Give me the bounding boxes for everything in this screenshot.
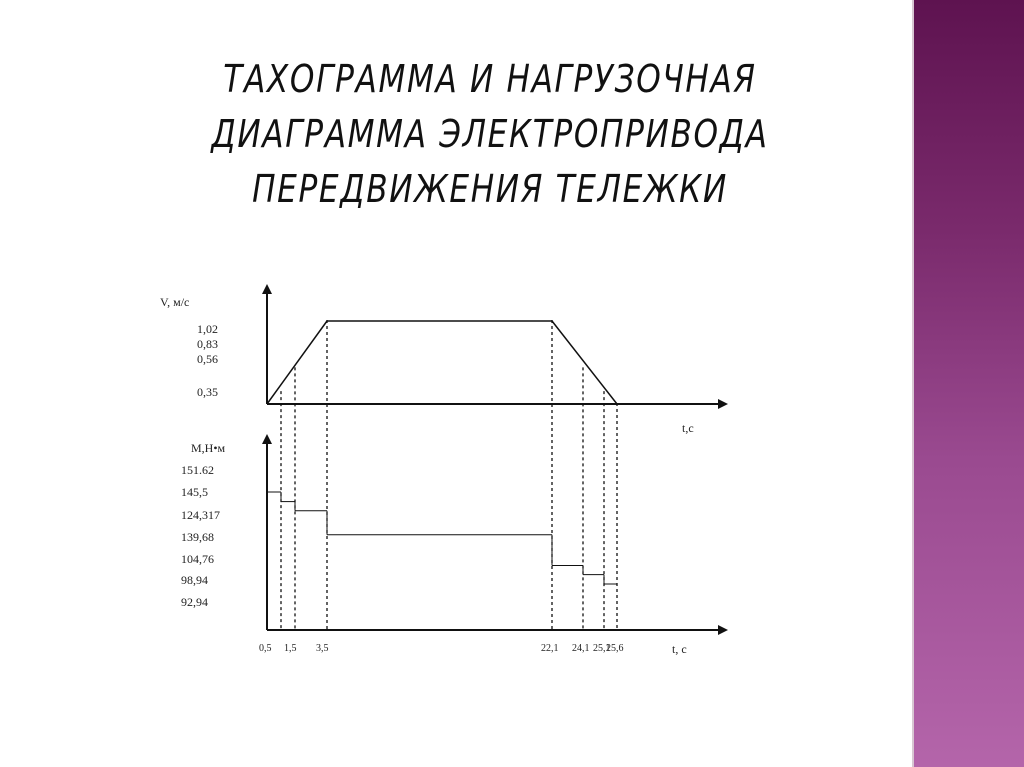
title-line: ДИАГРАММА ЭЛЕКТРОПРИВОДА: [211, 112, 769, 156]
torque-tick-label: 151.62: [181, 463, 214, 477]
torque-y-arrow: [262, 434, 272, 444]
time-tick-label: 3,5: [316, 643, 329, 654]
torque-tick-label: 92,94: [181, 595, 208, 609]
torque-x-arrow: [718, 625, 728, 635]
torque-tick-label: 145,5: [181, 485, 208, 499]
velocity-tick-label: 0,83: [197, 337, 218, 351]
time-tick-label: 25,1: [593, 643, 611, 654]
time-tick-label: 0,5: [259, 643, 272, 654]
velocity-segment: [552, 321, 617, 404]
torque-steps-group: [267, 492, 617, 584]
velocity-segment: [267, 321, 327, 404]
velocity-tick-label: 1,02: [197, 322, 218, 336]
time-tick-label: 1,5: [284, 643, 297, 654]
title-line: ПЕРЕДВИЖЕНИЯ ТЕЛЕЖКИ: [252, 167, 728, 211]
velocity-series-group: [267, 321, 617, 404]
time-markers-group: [281, 320, 617, 630]
time-tick-label: 25,6: [606, 643, 624, 654]
time-tick-label: 22,1: [541, 643, 559, 654]
torque-x-label: t, c: [672, 642, 687, 656]
velocity-y-arrow: [262, 284, 272, 294]
torque-tick-label: 104,76: [181, 552, 214, 566]
velocity-x-arrow: [718, 399, 728, 409]
velocity-tick-label: 0,56: [197, 352, 218, 366]
time-tick-labels-group: [259, 643, 624, 654]
torque-tick-label: 98,94: [181, 573, 208, 587]
time-tick-label: 24,1: [572, 643, 590, 654]
title-line: ТАХОГРАММА И НАГРУЗОЧНАЯ: [223, 57, 757, 101]
velocity-x-label: t,c: [682, 421, 694, 435]
torque-tick-label: 139,68: [181, 530, 214, 544]
velocity-y-label: V, м/с: [160, 295, 190, 309]
torque-y-label: M,Н•м: [191, 441, 226, 455]
velocity-tick-label: 0,35: [197, 385, 218, 399]
torque-tick-label: 124,317: [181, 508, 220, 522]
